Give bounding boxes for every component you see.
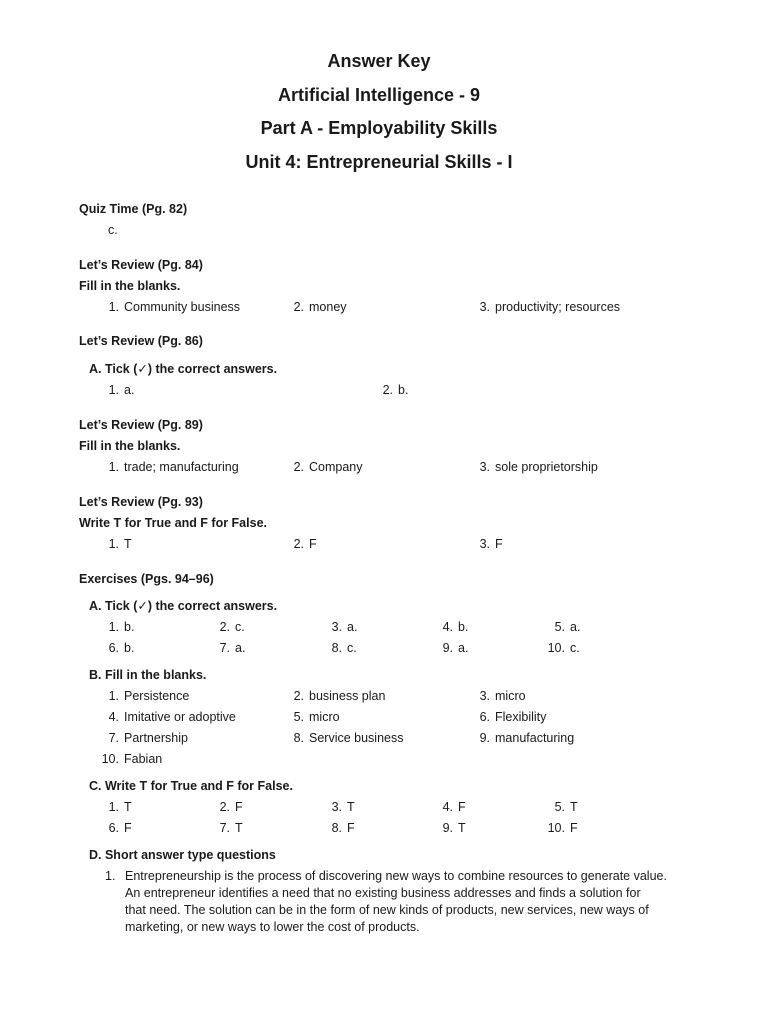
answer-row — [79, 797, 719, 818]
answer-number: 1. — [105, 869, 116, 883]
answer-item: 5. T — [554, 800, 578, 814]
section-instruction: A. Tick (✓) the correct answers. — [89, 362, 278, 376]
exercise-b-instruction: B. Fill in the blanks. — [89, 668, 207, 682]
answer-item: 2. money — [293, 300, 347, 314]
answer-item: 1. b. — [108, 620, 135, 634]
title-subject: Artificial Intelligence - 9 — [277, 84, 481, 105]
answer-item: 5. a. — [554, 620, 581, 634]
section-instruction: Fill in the blanks. — [79, 279, 181, 293]
answer-item: 4. b. — [442, 620, 469, 634]
section-instruction: Write T for True and F for False. — [79, 516, 267, 530]
answer-item: 2. Company — [293, 460, 363, 474]
answer-item: 4. F — [442, 800, 466, 814]
answer-item: 7. T — [219, 821, 243, 835]
answer-item: 7. a. — [219, 641, 246, 655]
section-review-86 — [79, 331, 719, 401]
answer-item: 8. c. — [331, 641, 357, 655]
section-heading: Quiz Time (Pg. 82) — [79, 202, 188, 216]
exercise-a-instruction: A. Tick (✓) the correct answers. — [89, 599, 278, 613]
exercise-d-instruction: D. Short answer type questions — [89, 848, 276, 862]
answer-item: 4. Imitative or adoptive — [108, 710, 236, 724]
answer-row — [79, 534, 719, 555]
answer-item: 2. c. — [219, 620, 245, 634]
answer-item: 3. T — [331, 800, 355, 814]
paragraph-line: that need. The solution can be in the form of new kinds of products, new services, new ways of — [125, 903, 649, 917]
paragraph-line: marketing, or new ways to lower the cost of products. — [125, 920, 420, 934]
answer-row — [79, 457, 719, 478]
answer-row — [79, 617, 719, 638]
title-answer-key: Answer Key — [327, 51, 431, 71]
answer-item: 9. T — [442, 821, 466, 835]
answer-item: 6. Flexibility — [479, 710, 547, 724]
answer-item: 3. sole proprietorship — [479, 460, 598, 474]
section-heading: Let’s Review (Pg. 93) — [79, 495, 203, 509]
answer-item: 3. productivity; resources — [479, 300, 621, 314]
section-heading: Let’s Review (Pg. 84) — [79, 258, 203, 272]
answer-item: 2. F — [219, 800, 243, 814]
answer-item: 2. business plan — [293, 689, 386, 703]
answer-item: 2. b. — [382, 383, 409, 397]
short-answer-paragraph — [79, 868, 725, 936]
answer-item: 3. F — [479, 537, 503, 551]
answer-item: 9. manufacturing — [479, 731, 575, 745]
answer-item: 6. F — [108, 821, 132, 835]
answer-item: 2. F — [293, 537, 317, 551]
title-unit: Unit 4: Entrepreneurial Skills - I — [245, 151, 513, 172]
answer-item: 3. micro — [479, 689, 526, 703]
section-review-84 — [79, 255, 719, 318]
section-review-89 — [79, 415, 719, 478]
answer-item: 9. a. — [442, 641, 469, 655]
section-heading: Exercises (Pgs. 94–96) — [79, 572, 214, 586]
answer-item: 8. F — [331, 821, 355, 835]
answer-row — [79, 380, 719, 401]
answer-item: 1. a. — [108, 383, 135, 397]
exercise-c-instruction: C. Write T for True and F for False. — [89, 779, 293, 793]
answer-row — [79, 728, 719, 749]
section-review-93 — [79, 492, 719, 555]
answer-item: 1. Persistence — [108, 689, 190, 703]
section-instruction: Fill in the blanks. — [79, 439, 181, 453]
answer-item: 5. micro — [293, 710, 340, 724]
answer-row — [79, 686, 719, 707]
answer-item: 1. Community business — [108, 300, 241, 314]
paragraph-line: Entrepreneurship is the process of discovering new ways to combine resources to generate value. — [125, 869, 667, 883]
section-heading: Let’s Review (Pg. 89) — [79, 418, 203, 432]
answer-row — [79, 707, 719, 728]
answer-item: 1. trade; manufacturing — [108, 460, 239, 474]
answer-item: 10. Fabian — [101, 752, 163, 766]
answer-item: 10. c. — [547, 641, 580, 655]
title-block — [0, 50, 758, 184]
answer-item: 1. T — [108, 800, 132, 814]
section-heading: Let’s Review (Pg. 86) — [79, 334, 203, 348]
answer-item: 7. Partnership — [108, 731, 188, 745]
answer-item: c. — [108, 223, 118, 237]
answer-item: 8. Service business — [293, 731, 404, 745]
answer-row — [79, 297, 719, 318]
answer-item: 3. a. — [331, 620, 358, 634]
answer-row — [79, 638, 719, 659]
paragraph-line: An entrepreneur identifies a need that no existing business addresses and finds a solution for — [125, 886, 641, 900]
title-part: Part A - Employability Skills — [260, 118, 498, 138]
answer-row — [79, 749, 719, 770]
answer-item: 10. F — [547, 821, 578, 835]
section-exercises — [79, 569, 719, 936]
section-quiz-time — [79, 199, 719, 241]
answer-item: 1. T — [108, 537, 132, 551]
answer-row — [79, 818, 719, 839]
answer-item: 6. b. — [108, 641, 135, 655]
